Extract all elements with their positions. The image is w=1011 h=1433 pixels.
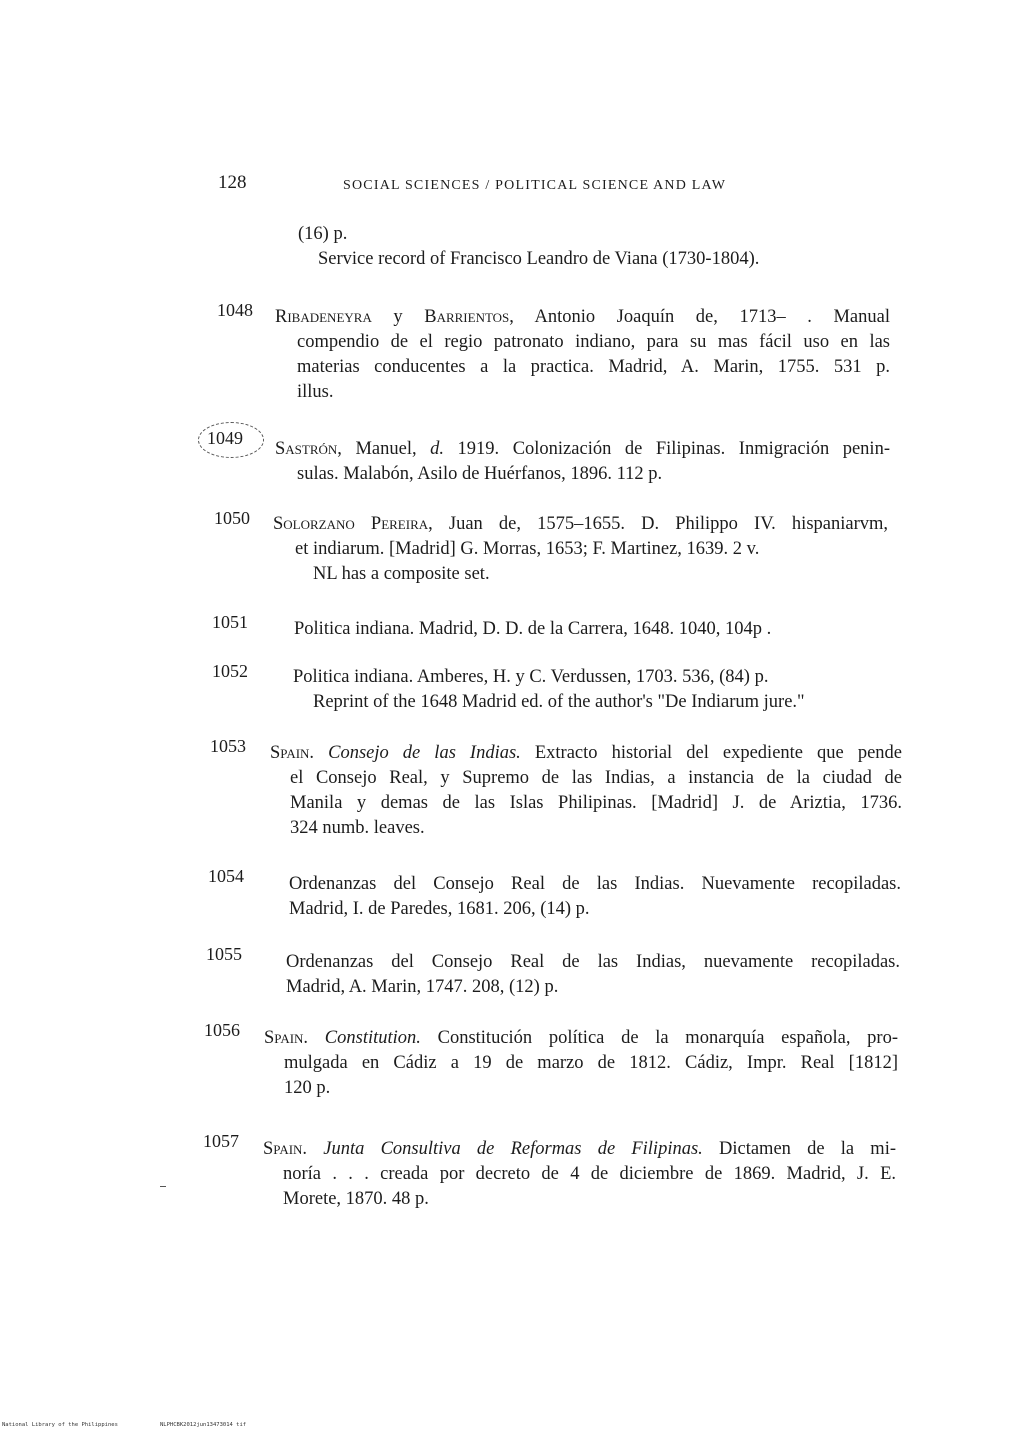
entry-text: 1919. Colonización de Filipinas. Inmigración penin- [444, 439, 890, 459]
entry-author: Spain. [264, 1028, 309, 1048]
entry-subheading: Constitution. [324, 1028, 421, 1048]
entry-line: Politica indiana. Madrid, D. D. de la Carrera, 1648. 1040, 104p . [294, 619, 772, 639]
entry-number: 1055 [206, 944, 242, 964]
entry-text: , Manuel, [337, 439, 431, 459]
entry-subheading: Consejo de las Indias. [328, 743, 521, 763]
entry-line: compendio de el regio patronato indiano, para su mas fácil uso en las [297, 332, 890, 352]
entry-line [275, 437, 890, 462]
entry-line: Ordenanzas del Consejo Real de las Indias. Nuevamente recopiladas. [289, 874, 901, 894]
entry-line: Manila y demas de las Islas Philipinas. [Madrid] J. de Ariztia, 1736. [290, 793, 902, 813]
entry-continuation [298, 222, 913, 272]
entry-author: Solorzano Pereira [273, 514, 429, 534]
entry-1053 [270, 741, 902, 841]
entry-text: , Juan de, 1575–1655. D. Philippo IV. hispaniarvm, [428, 514, 889, 534]
entry-author: Spain. [270, 743, 315, 763]
entry-line: et indiarum. [Madrid] G. Morras, 1653; F. Martinez, 1639. 2 v. [295, 539, 760, 559]
entry-note: Reprint of the 1648 Madrid ed. of the author's "De Indiarum jure." [313, 692, 805, 712]
entry-1049 [275, 437, 890, 487]
entry-1051 [294, 617, 909, 642]
entry-number: 1054 [208, 866, 244, 886]
entry-text: Constitución política de la monarquía española, pro- [420, 1028, 899, 1048]
entry-number: 1057 [203, 1131, 239, 1151]
entry-line: (16) p. [298, 224, 348, 244]
footer-library-name: National Library of the Philippines [2, 1422, 118, 1428]
entry-number: 1051 [212, 612, 248, 632]
entry-number: 1052 [212, 661, 248, 681]
entry-text: d. [430, 439, 444, 459]
entry-line: Madrid, A. Marin, 1747. 208, (12) p. [286, 977, 559, 997]
entry-author: Sastrón [275, 439, 338, 459]
entry-line [270, 741, 902, 766]
entry-line [263, 1137, 896, 1162]
entry-line: Morete, 1870. 48 p. [283, 1189, 429, 1209]
footer-file-id: NLPHCBK2012jun13473014 tif [160, 1422, 247, 1428]
entry-1057 [263, 1137, 896, 1212]
entry-note: NL has a composite set. [313, 564, 490, 584]
entry-line [264, 1026, 898, 1051]
entry-line: 120 p. [284, 1078, 331, 1098]
running-head: SOCIAL SCIENCES / POLITICAL SCIENCE AND LAW [343, 178, 727, 193]
entry-text: , Antonio Joaquín de, 1713– . Manual [509, 307, 890, 327]
entry-line: sulas. Malabón, Asilo de Huérfanos, 1896. 112 p. [297, 464, 663, 484]
entry-1055 [286, 950, 900, 1000]
entry-text: Extracto historial del expediente que pende [520, 743, 902, 763]
entry-text: y [371, 307, 425, 327]
entry-author: Barrientos [424, 307, 510, 327]
entry-number: 1053 [210, 736, 246, 756]
entry-line [273, 512, 888, 537]
entry-line: noría . . . creada por decreto de 4 de diciembre de 1869. Madrid, J. E. [283, 1164, 896, 1184]
entry-1054 [289, 872, 901, 922]
entry-line: illus. [297, 382, 334, 402]
entry-1052 [293, 665, 908, 715]
entry-1048 [275, 305, 890, 405]
entry-line: el Consejo Real, y Supremo de las Indias, a instancia de la ciudad de [290, 768, 902, 788]
entry-note: Service record of Francisco Leandro de Viana (1730-1804). [318, 249, 760, 269]
entry-author: Ribadeneyra [275, 307, 372, 327]
entry-number: 1049 [207, 428, 243, 448]
entry-line: Madrid, I. de Paredes, 1681. 206, (14) p. [289, 899, 590, 919]
entry-line: Politica indiana. Amberes, H. y C. Verdussen, 1703. 536, (84) p. [293, 667, 769, 687]
entry-line: materias conducentes a la practica. Madrid, A. Marin, 1755. 531 p. [297, 357, 890, 377]
margin-mark [160, 1186, 166, 1187]
entry-line [275, 305, 890, 330]
entry-number: 1050 [214, 508, 250, 528]
entry-line: Ordenanzas del Consejo Real de las Indias, nuevamente recopiladas. [286, 952, 900, 972]
entry-1050 [273, 512, 888, 587]
entry-number: 1056 [204, 1020, 240, 1040]
entry-1056 [264, 1026, 898, 1101]
entry-line: mulgada en Cádiz a 19 de marzo de 1812. Cádiz, Impr. Real [1812] [284, 1053, 898, 1073]
page-number: 128 [218, 172, 247, 193]
entry-author: Spain. [263, 1139, 308, 1159]
entry-subheading: Junta Consultiva de Reformas de Filipinas. [323, 1139, 703, 1159]
entry-text: Dictamen de la mi- [702, 1139, 897, 1159]
entry-line: 324 numb. leaves. [290, 818, 425, 838]
entry-number: 1048 [217, 300, 253, 320]
